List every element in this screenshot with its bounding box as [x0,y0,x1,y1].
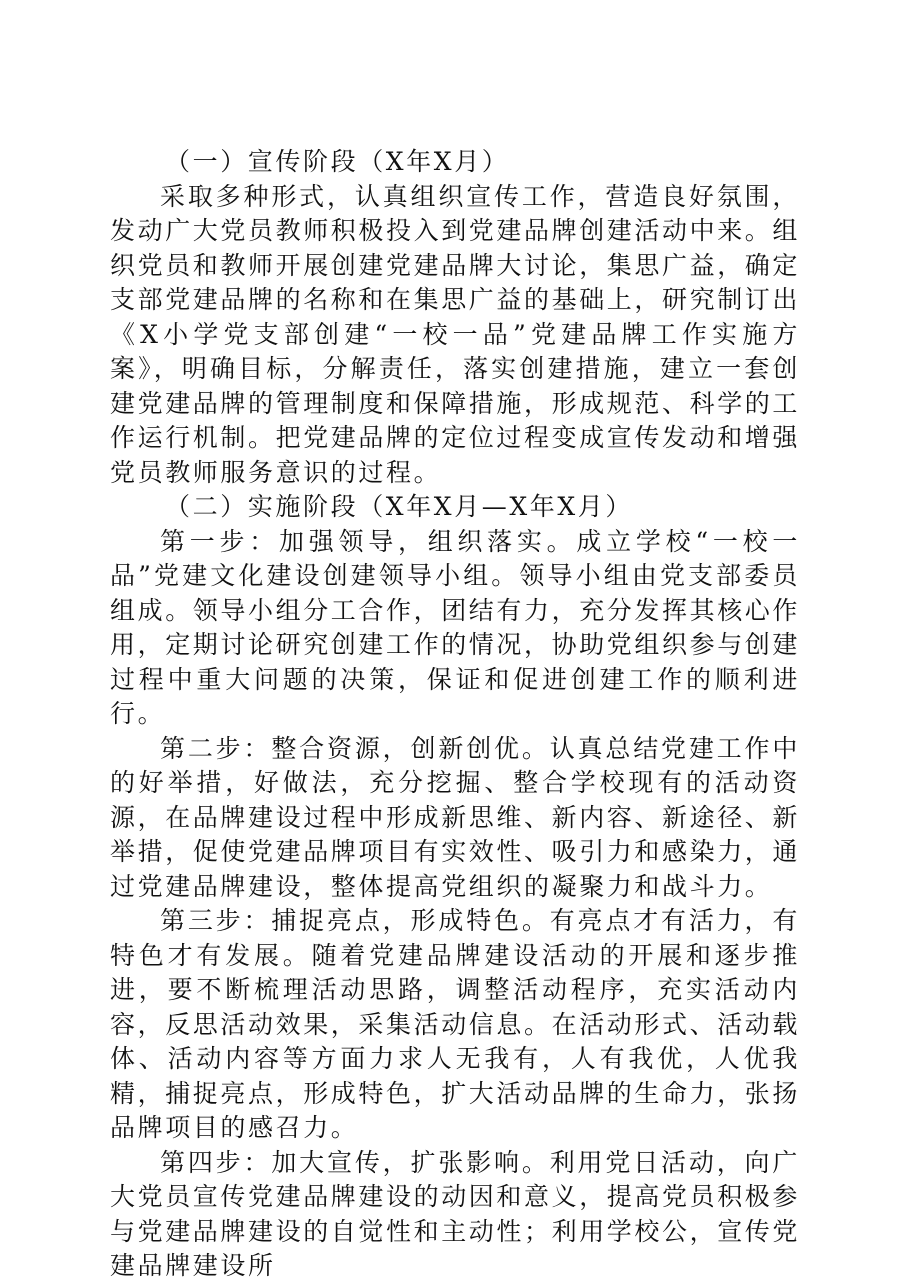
paragraph-step-four: 第四步：加大宣传，扩张影响。利用党日活动，向广大党员宣传党建品牌建设的动因和意义，提高党员积极参与党建品牌建设的自觉性和主动性；利用学校公，宣传党建品牌建设所 [110,1147,801,1280]
paragraph-publicity: 采取多种形式，认真组织宣传工作，营造良好氛围，发动广大党员教师积极投入到党建品牌创建活动中来。组织党员和教师开展创建党建品牌大讨论，集思广益，确定支部党建品牌的名称和在集思广益的基础上，研究制订出《X小学党支部创建“一校一品”党建品牌工作实施方案》，明确目标，分解责任，落实创建措施，建立一套创建党建品牌的管理制度和保障措施，形成规范、科学的工作运行机制。把党建品牌的定位过程变成宣传发动和增强党员教师服务意识的过程。 [110,181,801,487]
document-page [110,145,800,1284]
section-heading-publicity: （一）宣传阶段（X年X月） [165,147,510,176]
paragraph-step-two: 第二步：整合资源，创新创优。认真总结党建工作中的好举措，好做法，充分挖掘、整合学校现有的活动资源，在品牌建设过程中形成新思维、新内容、新途径、新举措，促使党建品牌项目有实效性、吸引力和感染力，通过党建品牌建设，整体提高党组织的凝聚力和战斗力。 [110,733,801,901]
section-heading-implementation: （二）实施阶段（X年X月—X年X月） [165,492,633,521]
paragraph-step-one: 第一步：加强领导，组织落实。成立学校“一校一品”党建文化建设创建领导小组。领导小组由党支部委员组成。领导小组分工合作，团结有力，充分发挥其核心作用，定期讨论研究创建工作的情况，协助党组织参与创建过程中重大问题的决策，保证和促进创建工作的顺利进行。 [110,526,801,728]
paragraph-step-three: 第三步：捕捉亮点，形成特色。有亮点才有活力，有特色才有发展。随着党建品牌建设活动的开展和逐步推进，要不断梳理活动思路，调整活动程序，充实活动内容，反思活动效果，采集活动信息。在活动形式、活动载体、活动内容等方面力求人无我有，人有我优，人优我精，捕捉亮点，形成特色，扩大活动品牌的生命力，张扬品牌项目的感召力。 [110,906,801,1142]
